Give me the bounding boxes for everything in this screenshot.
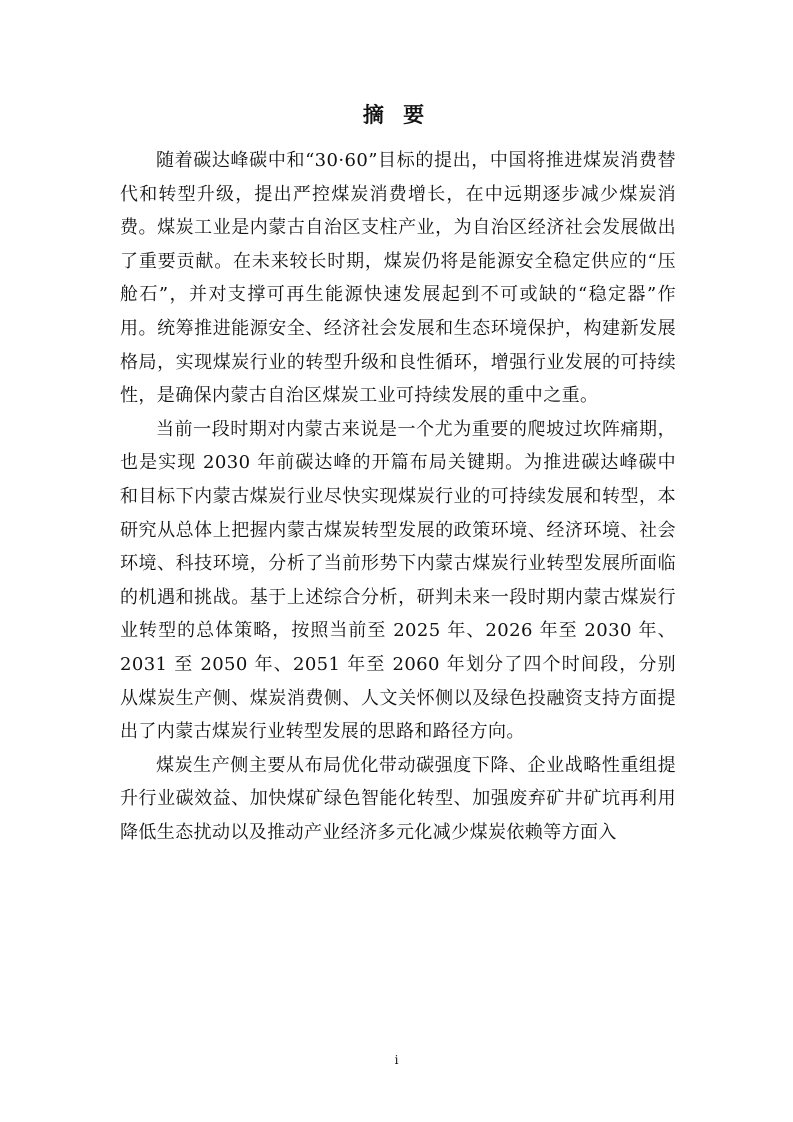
abstract-paragraph-1: 随着碳达峰碳中和“30·60”目标的提出，中国将推进煤炭消费替代和转型升级，提出严控煤炭消费增长，在中远期逐步减少煤炭消费。煤炭工业是内蒙古自治区支柱产业，为自治区经济社会发展做出了重要贡献。在未来较长时期，煤炭仍将是能源安全稳定供应的“压舱石”，并对支撑可再生能源快速发展起到不可或缺的“稳定器”作用。统筹推进能源安全、经济社会发展和生态环境保护，构建新发展格局，实现煤炭行业的转型升级和良性循环，增强行业发展的可持续性，是确保内蒙古自治区煤炭工业可持续发展的重中之重。 [120,150,676,407]
abstract-paragraph-3: 煤炭生产侧主要从布局优化带动碳强度下降、企业战略性重组提升行业碳效益、加快煤矿绿色智能化转型、加强废弃矿井矿坑再利用降低生态扰动以及推动产业经济多元化减少煤炭依赖等方面入 [120,754,676,843]
abstract-paragraph-2: 当前一段时期对内蒙古来说是一个尤为重要的爬坡过坎阵痛期，也是实现 2030 年前碳达峰的开篇布局关键期。为推进碳达峰碳中和目标下内蒙古煤炭行业尽快实现煤炭行业的可持续发展和转型，本研究从总体上把握内蒙古煤炭转型发展的政策环境、经济环境、社会环境、科技环境，分析了当前形势下内蒙古煤炭行业转型发展所面临的机遇和挑战。基于上述综合分析，研判未来一段时期内蒙古煤炭行业转型的总体策略，按照当前至 2025 年、2026 年至 2030 年、2031 至 2050 年、2051 年至 2060 年划分了四个时间段，分别从煤炭生产侧、煤炭消费侧、人文关怀侧以及绿色投融资支持方面提出了内蒙古煤炭行业转型发展的思路和路径方向。 [120,418,676,743]
abstract-body [120,144,676,849]
page-title: 摘 要 [362,102,431,127]
page-number: i [394,1053,399,1067]
